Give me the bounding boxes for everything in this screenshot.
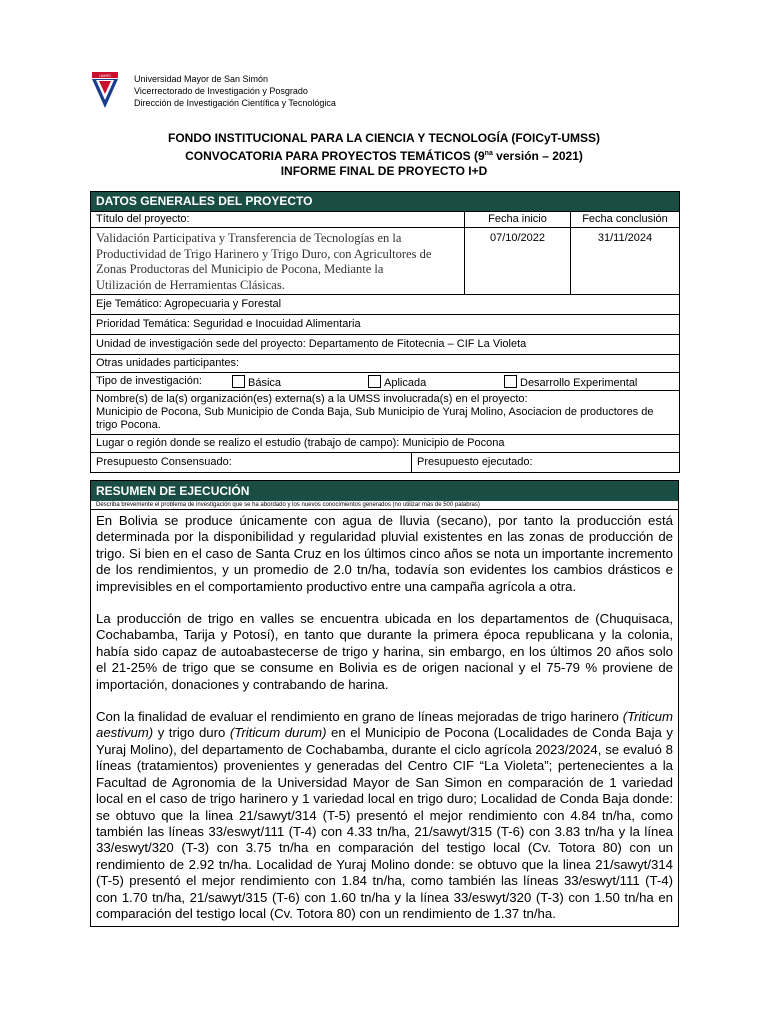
species-name: (Triticum aestivum) xyxy=(96,709,673,741)
tipo-desarrollo-label: Desarrollo Experimental xyxy=(520,377,638,389)
datos-heading: DATOS GENERALES DEL PROYECTO xyxy=(91,192,680,212)
university-line: Vicerrectorado de Investigación y Posgrado xyxy=(134,86,308,96)
organizaciones-externas xyxy=(91,391,680,435)
resumen-text: Con la finalidad de evaluar el rendimiento en grano de líneas mejoradas de trigo harinero xyxy=(96,709,623,725)
resumen-text: y trigo duro xyxy=(153,725,230,741)
datos-generales-table xyxy=(90,191,680,473)
title-call-post: versión – 2021) xyxy=(492,149,583,163)
resumen-paragraph: En Bolivia se produce únicamente con agua de lluvia (secano), por tanto la producción está determinada por la disponibilidad y regularidad pluvial existentes en las zonas de producción de trigo. Si bien en el caso de Santa Cruz en los últimos cinco años se nota un importante incremento de los rendimientos, y un promedio de 2.0 tn/ha, todavía son evidentes los cambios drásticos e imprevisibles en el comportamiento productivo entre una campaña agrícola a otra. xyxy=(96,513,673,594)
tipo-aplicada-option[interactable] xyxy=(368,375,426,390)
organizaciones-value: Municipio de Pocona, Sub Municipio de Conda Baja, Sub Municipio de Yuraj Molino, Asociacion de productores de trigo Pocona. xyxy=(96,406,654,431)
species-name: (Triticum durum) xyxy=(229,725,327,741)
presupuesto-ejecutado: Presupuesto ejecutado: xyxy=(417,456,533,468)
tipo-label: Tipo de investigación: xyxy=(96,375,202,387)
fecha-inicio-value: 07/10/2022 xyxy=(465,228,571,295)
resumen-paragraph xyxy=(96,709,673,922)
eje-tematico: Eje Temático: Agropecuaria y Forestal xyxy=(91,295,680,315)
resumen-subtitle: Describa brevemente el problema de investigación que se ha abordado y los nuevos conocimientos generados (no utilizar más de 500 palabras) xyxy=(91,501,678,510)
tipo-desarrollo-option[interactable] xyxy=(504,375,637,390)
fecha-conclusion-label: Fecha conclusión xyxy=(571,212,680,228)
fecha-inicio-label: Fecha inicio xyxy=(465,212,571,228)
tipo-basica-option[interactable] xyxy=(232,375,281,390)
title-call-pre: CONVOCATORIA PARA PROYECTOS TEMÁTICOS (9 xyxy=(185,149,485,163)
tipo-basica-label: Básica xyxy=(248,377,282,389)
presupuesto-consensuado: Presupuesto Consensuado: xyxy=(91,453,412,472)
otras-unidades: Otras unidades participantes: xyxy=(91,355,680,373)
tipo-investigacion-row xyxy=(91,373,680,391)
title-report: INFORME FINAL DE PROYECTO I+D xyxy=(280,164,488,178)
checkbox-aplicada[interactable] xyxy=(368,375,381,388)
presupuesto-row xyxy=(91,453,680,473)
resumen-text: en el Municipio de Pocona (Localidades de Conda Baja y Yuraj Molino), del departamento de Cochabamba, durante el ciclo agrícola 2023/2024, se evaluó 8 líneas (tratamientos) provenientes y generadas del Centro CIF “La Violeta”; pertenecientes a la Facultad de Agronomia de la Universidad Mayor de San Simon en comparación de 1 variedad local en el caso de trigo harinero y 1 variedad local en trigo duro; Localidad de Conda Baja donde: se obtuvo que la linea 21/sawyt/314 (T-5) presentó el mejor rendimiento con 4.84 tn/ha, como también las líneas 33/eswyt/111 (T-4) con 4.33 tn/ha, 21/sawyt/315 (T-6) con 3.83 tn/ha y la línea 33/eswyt/320 (T-3) con 3.75 tn/ha en comparación del testigo local (Cv. Totora 80) con un rendimiento de 2.92 tn/ha. Localidad de Yuraj Molino donde: se obtuvo que la linea 21/sawyt/314 (T-5) presentó el mejor rendimiento con 1.84 tn/ha, como también las líneas 33/eswyt/111 (T-4) con 1.70 tn/ha, 21/sawyt/315 (T-6) con 1.60 tn/ha y la línea 33/eswyt/320 (T-3) con 1.50 tn/ha en comparación del testigo local (Cv. Totora 80) con un rendimiento de 1.37 tn/ha. xyxy=(96,725,673,921)
resumen-body xyxy=(91,510,678,926)
document-titles xyxy=(0,131,768,179)
project-title-line: Utilización de Herramientas Clásicas. xyxy=(96,277,285,292)
tipo-aplicada-label: Aplicada xyxy=(384,377,427,389)
organizaciones-label: Nombre(s) de la(s) organización(es) externa(s) a la UMSS involucrada(s) en el proyecto: xyxy=(96,393,528,405)
project-title-line: Productividad de Trigo Harinero y Trigo Duro, con Agricultores de xyxy=(96,246,432,261)
prioridad-tematica: Prioridad Temática: Seguridad e Inocuidad Alimentaria xyxy=(91,315,680,335)
logo-text: UMSS xyxy=(99,73,111,78)
umss-logo xyxy=(90,70,120,110)
title-call-sup: na xyxy=(484,150,493,157)
title-call xyxy=(0,146,768,164)
lugar-estudio: Lugar o región donde se realizo el estudio (trabajo de campo): Municipio de Pocona xyxy=(91,435,680,453)
resumen-section xyxy=(90,480,679,927)
fecha-conclusion-value: 31/11/2024 xyxy=(571,228,680,295)
university-line: Universidad Mayor de San Simón xyxy=(134,74,269,84)
checkbox-desarrollo[interactable] xyxy=(504,375,517,388)
project-title xyxy=(91,228,465,295)
titulo-label: Título del proyecto: xyxy=(91,212,465,228)
resumen-heading: RESUMEN DE EJECUCIÓN xyxy=(91,481,678,501)
university-info xyxy=(134,73,336,109)
unidad-sede: Unidad de investigación sede del proyecto: Departamento de Fitotecnia – CIF La Violeta xyxy=(91,335,680,355)
project-title-line: Validación Participativa y Transferencia de Tecnologías en la xyxy=(96,231,402,245)
title-fund: FONDO INSTITUCIONAL PARA LA CIENCIA Y TECNOLOGÍA (FOICyT-UMSS) xyxy=(167,131,600,145)
resumen-paragraph: La producción de trigo en valles se encuentra ubicada en los departamentos de (Chuquisaca, Cochabamba, Tarija y Potosí), en tanto que durante la primera época republicana y la colonia, había sido capaz de autoabastecerse de trigo y harina, sin embargo, en los últimos 20 años solo el 21-25% de trigo que se consume en Bolivia es de origen nacional y el 75-79 % proviene de importación, donaciones y contrabando de harina. xyxy=(96,611,673,692)
university-line: Dirección de Investigación Científica y Tecnológica xyxy=(134,98,336,108)
checkbox-basica[interactable] xyxy=(232,375,245,388)
project-title-line: Zonas Productoras del Municipio de Pocona, Mediante la xyxy=(96,262,384,276)
